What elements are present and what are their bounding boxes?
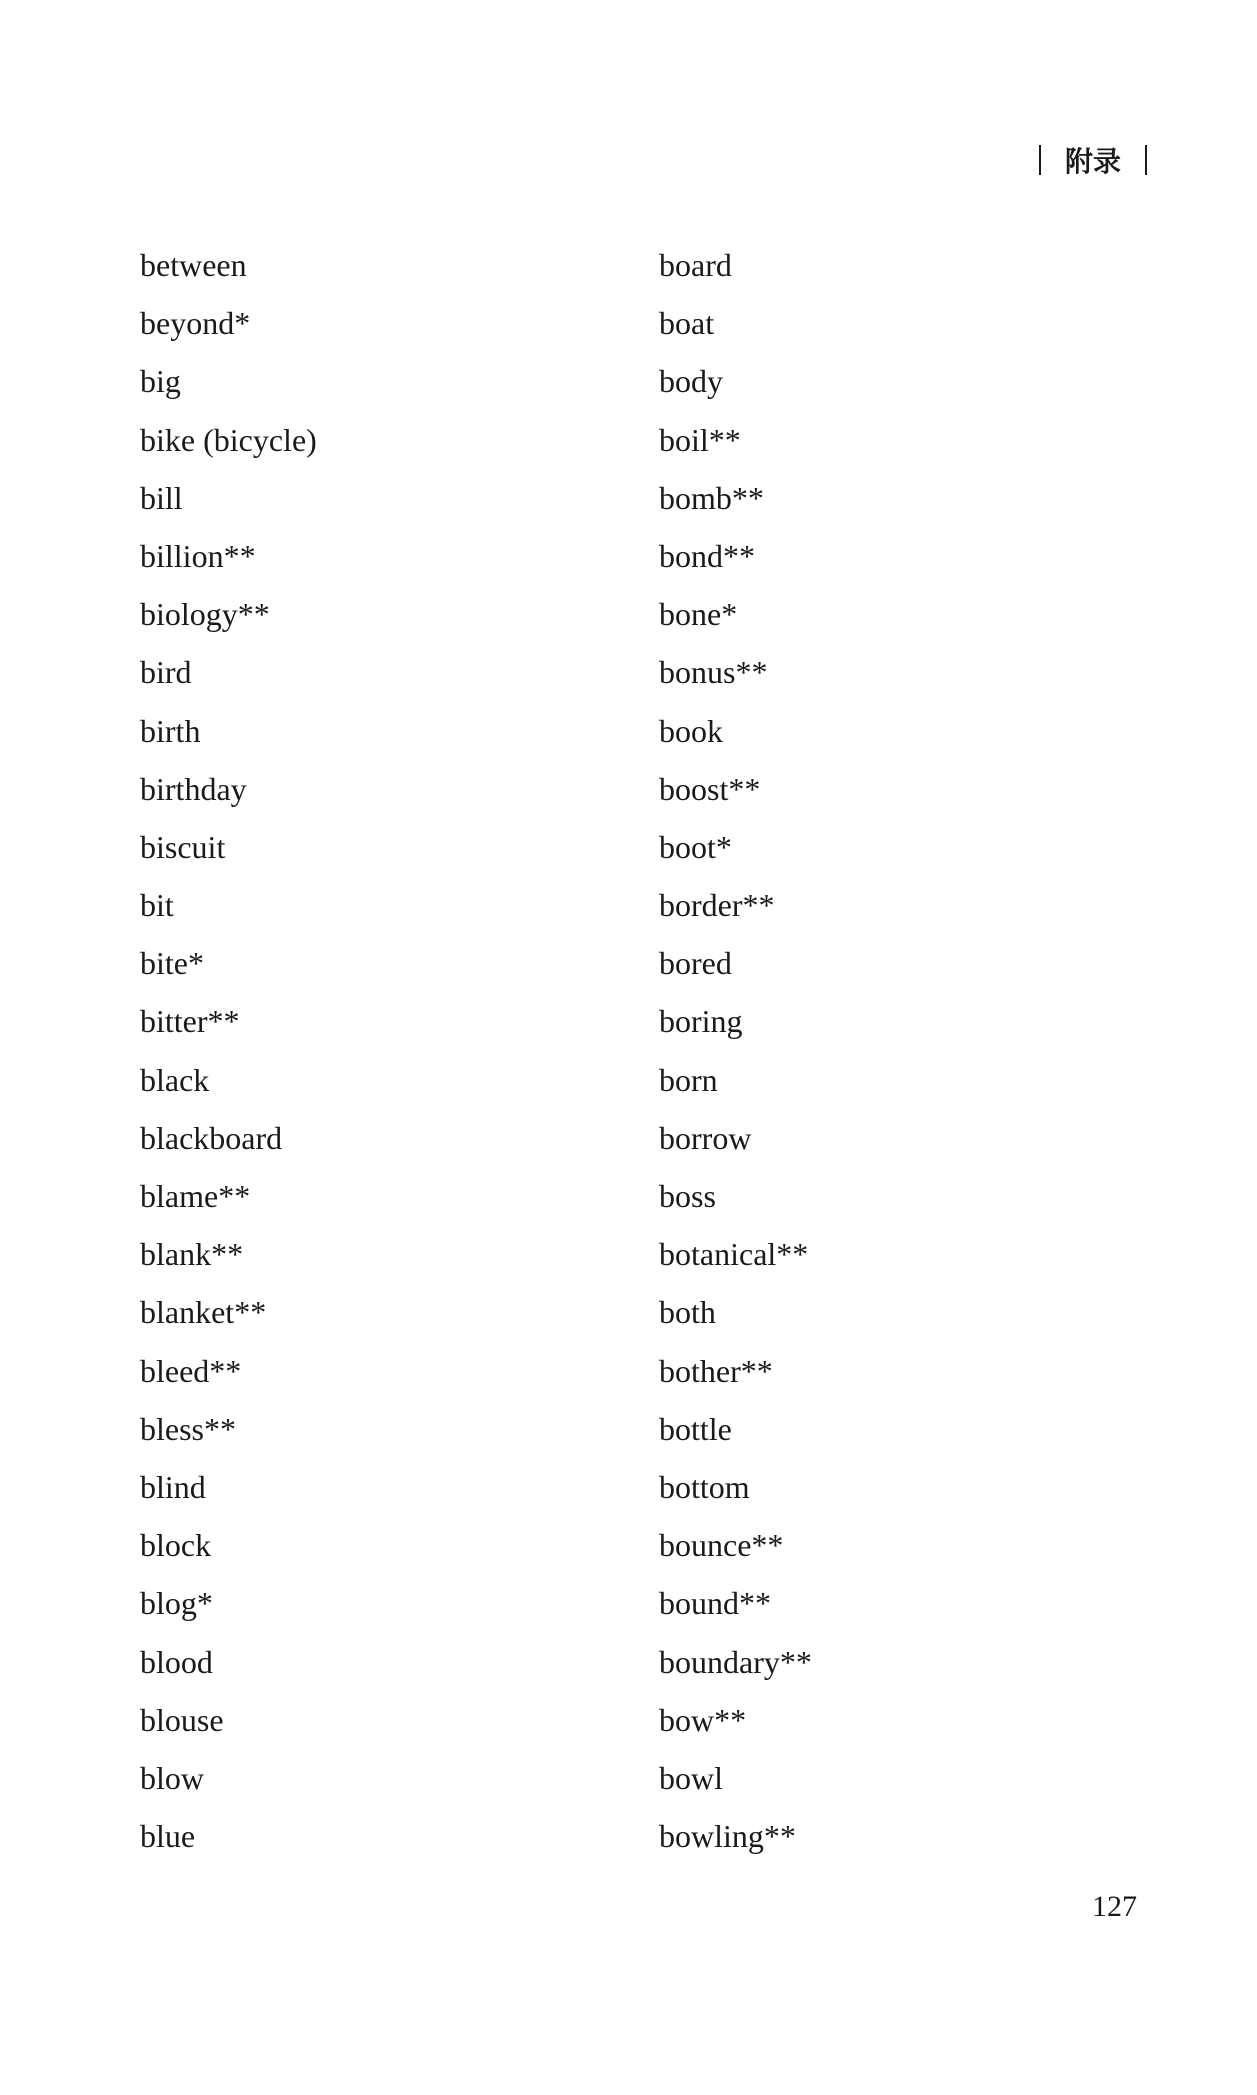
word-entry: bound** (659, 1585, 771, 1622)
word-entry: bother** (659, 1352, 773, 1389)
page-number: 127 (1092, 1890, 1137, 1923)
word-entry: bone* (659, 596, 738, 633)
word-entry: biology** (140, 596, 270, 633)
word-entry: blue (140, 1818, 196, 1855)
word-entry: between (140, 247, 247, 283)
word-entry: blog* (140, 1585, 213, 1622)
word-entry: bottom (659, 1468, 750, 1505)
word-entry: border** (659, 887, 775, 924)
running-header (1015, 140, 1147, 180)
word-entry: bill (140, 479, 183, 516)
word-entry: blank** (140, 1236, 244, 1273)
word-entry: black (140, 1061, 210, 1098)
word-entry: borrow (659, 1119, 752, 1156)
word-entry: bowl (659, 1759, 723, 1796)
word-entry: blanket** (140, 1294, 267, 1331)
section-title: 附录 (1064, 147, 1121, 178)
word-entry: block (140, 1527, 212, 1564)
word-entry: beyond* (140, 305, 251, 342)
word-entry: bitter** (140, 1003, 240, 1040)
header-rule-right (1145, 145, 1147, 175)
word-entry: bow** (659, 1701, 747, 1738)
word-list-right-column (659, 236, 812, 1865)
word-entry: blood (140, 1643, 213, 1680)
word-entry: blind (140, 1468, 206, 1505)
word-entry: bomb** (659, 479, 764, 516)
word-entry: bond** (659, 537, 755, 574)
word-entry: boring (659, 1003, 743, 1040)
word-entry: bonus** (659, 654, 768, 691)
word-entry: bless** (140, 1410, 236, 1447)
word-entry: body (659, 363, 723, 400)
word-entry: bird (140, 654, 192, 691)
word-entry: bottle (659, 1410, 732, 1447)
word-entry: boot* (659, 828, 732, 865)
header-rule-left (1039, 145, 1041, 175)
word-entry: big (140, 363, 181, 400)
word-entry: birthday (140, 770, 247, 807)
word-entry: boost** (659, 770, 761, 807)
word-entry: blackboard (140, 1119, 283, 1156)
word-entry: book (659, 712, 723, 749)
word-entry: bowling** (659, 1818, 796, 1855)
word-list-left-column (140, 236, 317, 1865)
word-entry: bite* (140, 945, 204, 982)
word-entry: boat (659, 305, 715, 342)
word-entry: born (659, 1061, 718, 1098)
word-entry: blouse (140, 1701, 224, 1738)
word-entry: bike (bicycle) (140, 421, 317, 458)
word-entry: bleed** (140, 1352, 242, 1389)
word-entry: both (659, 1294, 716, 1331)
word-entry: bit (140, 887, 174, 924)
word-entry: bored (659, 945, 732, 982)
word-entry: botanical** (659, 1236, 809, 1273)
word-entry: billion** (140, 537, 256, 574)
word-entry: birth (140, 712, 201, 749)
word-entry: blow (140, 1759, 204, 1796)
word-entry: boil** (659, 421, 741, 458)
word-entry: boss (659, 1178, 716, 1214)
word-entry: blame** (140, 1178, 251, 1214)
word-entry: boundary** (659, 1643, 812, 1680)
word-entry: bounce** (659, 1527, 784, 1564)
word-entry: board (659, 247, 732, 283)
word-entry: biscuit (140, 828, 226, 865)
